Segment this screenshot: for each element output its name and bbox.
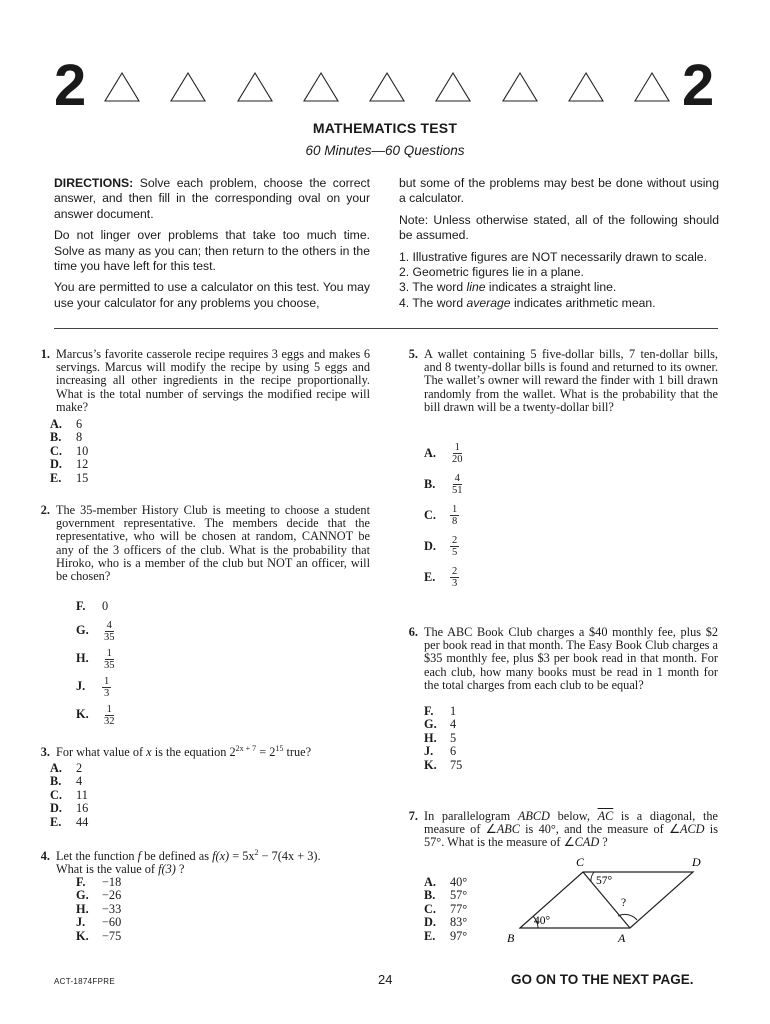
- answer-option[interactable]: F. −18: [76, 875, 122, 889]
- answer-option[interactable]: J. −60: [76, 915, 122, 930]
- answer-option[interactable]: H. −33: [76, 901, 122, 916]
- next-page-instruction: GO ON TO THE NEXT PAGE.: [511, 972, 694, 987]
- vertex-a-label: A: [618, 931, 626, 945]
- directions-para-3: You are permitted to use a calculator on this test. You may use your calculator for any problems you choose,: [54, 280, 370, 310]
- angle-acd-arc: [591, 872, 594, 882]
- answer-option[interactable]: A. 6: [50, 417, 83, 431]
- page-number: 24: [378, 972, 393, 987]
- triangle-icon: [433, 70, 473, 104]
- parallelogram-figure: [490, 852, 720, 948]
- answer-option[interactable]: B. 57°: [424, 888, 468, 903]
- question-5: [398, 348, 718, 414]
- question-6: [398, 626, 718, 692]
- test-title: MATHEMATICS TEST: [312, 120, 458, 136]
- directions-left: [54, 176, 370, 317]
- directions-note: Note: Unless otherwise stated, all of the following should be assumed.: [399, 212, 719, 243]
- answer-option[interactable]: C. 11: [50, 787, 88, 802]
- question-text: The 35-member History Club is meeting to choose a student government representative. The members decide that the representative, who will be chosen at random, CANNOT be any of the 3 officers of the club. What is the probability that Hiroko, who is a member of the club but NOT an officer, will be chosen?: [56, 503, 370, 584]
- question-text: A wallet containing 5 five-dollar bills, 7 ten-dollar bills, and 8 twenty-dollar bills is found and returned to its owner. The wallet’s owner will reward the finder with 1 bill drawn randomly from the wallet. What is the probability that the bill drawn will be a twenty-dollar bill?: [424, 347, 718, 414]
- directions-right: [399, 176, 719, 311]
- question-text: For what value of x is the equation $2^{2x + 7} = 2^{15}$ true?: [56, 744, 312, 760]
- assumption-item: 3. The word line indicates a straight line.: [399, 280, 617, 295]
- triangle-icon: [301, 70, 341, 104]
- triangle-divider: [102, 70, 672, 108]
- triangle-icon: [566, 70, 606, 104]
- question-4: [30, 846, 370, 877]
- question-text: In parallelogram ABCD below, $\overline{AC}$ is a diagonal, the measure of ∠ABC is 40°, and the measure of ∠ACD is 57°. What is the measure of ∠CAD ?: [424, 809, 718, 850]
- vertex-c-label: C: [576, 855, 585, 869]
- answer-option[interactable]: C. $\frac{1}{8}$: [424, 504, 458, 527]
- answer-option[interactable]: G. $\frac{4}{35}$: [76, 619, 115, 643]
- answer-option[interactable]: K. −75: [76, 928, 122, 943]
- answer-option[interactable]: F. 1: [424, 704, 457, 718]
- question-text: Marcus’s favorite casserole recipe requires 3 eggs and makes 6 servings. Marcus will modify the recipe by using 5 eggs and increasing all other ingredients in the recipe proportionally. What is the total number of servings the modified recipe will make?: [56, 347, 370, 414]
- directions-para-4: but some of the problems may best be done without using a calculator.: [399, 176, 719, 206]
- question-2: [30, 504, 370, 583]
- answer-option[interactable]: D. 83°: [424, 915, 468, 930]
- answer-option[interactable]: J. 6: [424, 744, 457, 759]
- assumptions-list: [399, 250, 719, 312]
- question-1-options: [50, 418, 88, 485]
- answer-option[interactable]: A. 2: [50, 761, 83, 775]
- answer-option[interactable]: B. $\frac{4}{51}$: [424, 473, 463, 496]
- answer-option[interactable]: A. $\frac{1}{20}$: [424, 442, 463, 465]
- answer-option[interactable]: C. 77°: [424, 901, 468, 916]
- question-2-options: [76, 597, 117, 729]
- directions-para-1: DIRECTIONS: Solve each problem, choose the correct answer, and then fill in the corresponding oval on your answer document.: [54, 176, 370, 221]
- question-text: The ABC Book Club charges a $40 monthly fee, plus $2 per book read in that month. The Easy Book Club charges a $35 monthly fee, plus $3 per book read in that month. For each club, how many books must be read in 1 month for the total charges from each club to be equal?: [424, 625, 718, 692]
- answer-option[interactable]: F. 0: [76, 599, 109, 614]
- vertex-b-label: B: [507, 931, 515, 945]
- question-number: 4.: [40, 849, 50, 864]
- question-7-options: [424, 876, 467, 943]
- answer-option[interactable]: B. 8: [50, 430, 83, 445]
- triangle-icon: [168, 70, 208, 104]
- answer-option[interactable]: E. 44: [50, 814, 89, 829]
- answer-option[interactable]: E. 97°: [424, 928, 468, 943]
- answer-option[interactable]: E. $\frac{2}{3}$: [424, 566, 458, 589]
- triangle-icon: [500, 70, 540, 104]
- answer-option[interactable]: G. −26: [76, 888, 122, 903]
- triangle-icon: [102, 70, 142, 104]
- section-divider: [54, 328, 718, 329]
- answer-option[interactable]: K. 75: [424, 757, 463, 772]
- answer-option[interactable]: D. $\frac{2}{5}$: [424, 535, 458, 558]
- directions-para-2: Do not linger over problems that take too much time. Solve as many as you can; then return to the others in the time you have left for this test.: [54, 228, 370, 274]
- question-number: 1.: [40, 347, 50, 361]
- answer-option[interactable]: D. 16: [50, 801, 89, 816]
- assumption-item: 1. Illustrative figures are NOT necessarily drawn to scale.: [399, 249, 707, 264]
- question-4-options: [76, 876, 121, 943]
- question-3-options: [50, 762, 88, 829]
- vertex-d-label: D: [692, 855, 701, 869]
- triangle-icon: [632, 70, 672, 104]
- answer-option[interactable]: K. $\frac{1}{32}$: [76, 703, 115, 727]
- answer-option[interactable]: A. 40°: [424, 875, 468, 889]
- test-subtitle: 60 Minutes—60 Questions: [305, 143, 465, 158]
- angle-acd-label: 57°: [596, 875, 613, 887]
- question-number: 2.: [40, 503, 50, 517]
- question-6-options: [424, 705, 462, 772]
- answer-option[interactable]: H. $\frac{1}{35}$: [76, 647, 115, 671]
- answer-option[interactable]: C. 10: [50, 443, 89, 458]
- form-code: ACT-1874FPRE: [54, 977, 115, 986]
- angle-cad-label: ?: [621, 897, 627, 909]
- question-7: [398, 810, 718, 850]
- question-number: 5.: [408, 347, 418, 361]
- question-number: 3.: [40, 745, 50, 760]
- answer-option[interactable]: E. 15: [50, 470, 89, 485]
- question-1: [30, 348, 370, 414]
- answer-option[interactable]: B. 4: [50, 774, 83, 789]
- angle-abc-label: 40°: [534, 915, 551, 927]
- triangle-icon: [235, 70, 275, 104]
- triangle-icon: [367, 70, 407, 104]
- answer-option[interactable]: D. 12: [50, 457, 89, 472]
- answer-option[interactable]: J. $\frac{1}{3}$: [76, 675, 110, 699]
- question-3: [30, 742, 370, 759]
- assumption-item: 2. Geometric figures lie in a plane.: [399, 265, 584, 280]
- section-number-right: 2: [682, 53, 715, 118]
- question-5-options: [424, 438, 465, 593]
- question-text: Let the function f be defined as $f(x) = 5x^2 - 7(4x + 3)$. What is the value of f(3) ?: [56, 848, 321, 877]
- answer-option[interactable]: H. 5: [424, 730, 457, 745]
- directions-label: DIRECTIONS:: [54, 176, 134, 190]
- question-number: 7.: [408, 809, 418, 823]
- question-number: 6.: [408, 625, 418, 639]
- answer-option[interactable]: G. 4: [424, 717, 457, 732]
- assumption-item: 4. The word average indicates arithmetic mean.: [399, 295, 656, 310]
- section-number-left: 2: [54, 53, 87, 118]
